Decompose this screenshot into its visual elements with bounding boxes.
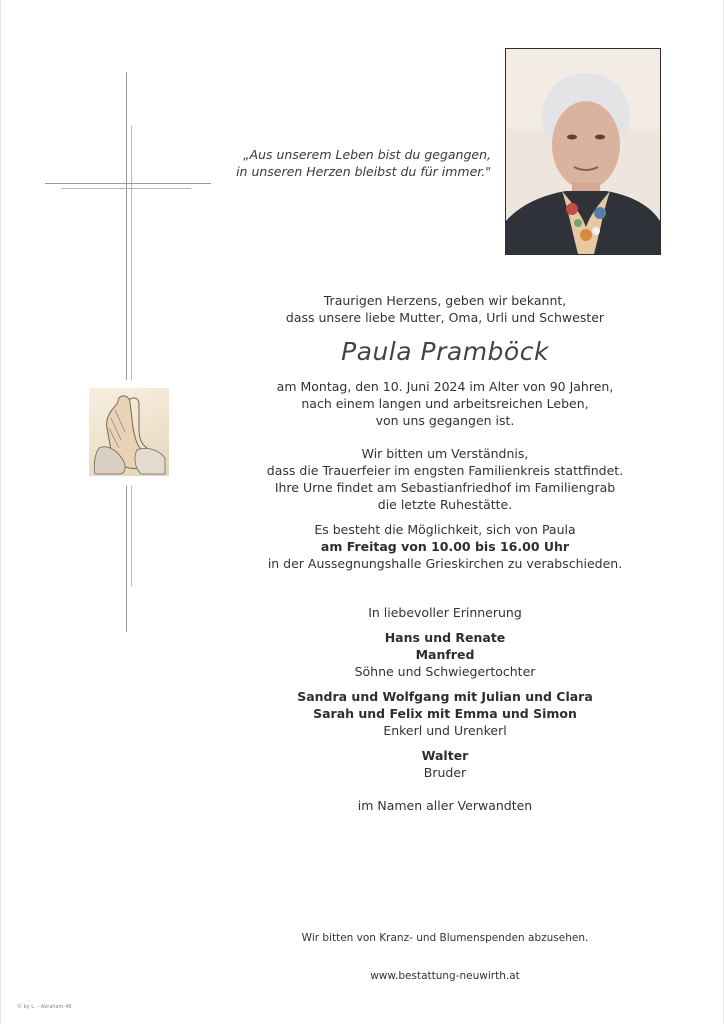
cross-vertical-line xyxy=(126,72,127,380)
intro-line: dass unsere liebe Mutter, Oma, Urli und Schwester xyxy=(285,310,605,325)
memorial-quote xyxy=(201,146,491,180)
intro-line: Traurigen Herzens, geben wir bekannt, xyxy=(323,293,567,308)
death-notice-line: am Montag, den 10. Juni 2024 im Alter von 90 Jahren, xyxy=(276,379,614,394)
closing-line: im Namen aller Verwandten xyxy=(357,798,533,813)
praying-hands-icon xyxy=(89,388,169,476)
funeral-info-line: Ihre Urne findet am Sebastianfriedhof im Familiengrab xyxy=(274,480,616,495)
quote-line: in unseren Herzen bleibst du für immer." xyxy=(236,164,491,179)
flower-donation-note: Wir bitten von Kranz- und Blumenspenden abzusehen. xyxy=(301,932,589,944)
funeral-info-line: dass die Trauerfeier im engsten Familienkreis stattfindet. xyxy=(266,463,624,478)
family-name: Sandra und Wolfgang mit Julian und Clara xyxy=(297,689,593,704)
portrait-photo xyxy=(505,48,661,255)
portrait-image xyxy=(506,49,660,254)
deceased-name: Paula Pramböck xyxy=(341,337,549,366)
funeral-info-line: die letzte Ruhestätte. xyxy=(377,497,513,512)
funeral-info-line: Wir bitten um Verständnis, xyxy=(361,446,529,461)
obituary-body xyxy=(251,292,639,814)
praying-hands-image xyxy=(89,388,169,476)
family-relation: Enkerl und Urenkerl xyxy=(383,723,507,738)
farewell-line: in der Aussegnungshalle Grieskirchen zu verabschieden. xyxy=(267,556,623,571)
cross-horizontal-line-inner xyxy=(61,188,191,189)
family-name: Walter xyxy=(421,748,469,763)
family-relation: Söhne und Schwiegertochter xyxy=(354,664,536,679)
farewell-time: am Freitag von 10.00 bis 16.00 Uhr xyxy=(320,539,570,554)
image-credit: © by L. - Abraham 48 xyxy=(17,1004,72,1010)
family-name: Sarah und Felix mit Emma und Simon xyxy=(313,706,577,721)
cross-horizontal-line xyxy=(45,183,211,184)
website-link[interactable]: www.bestattung-neuwirth.at xyxy=(370,970,520,982)
cross-vertical-line-inner xyxy=(131,126,132,380)
family-name: Manfred xyxy=(415,647,475,662)
cross-vertical-line-lower xyxy=(126,486,127,632)
quote-line: „Aus unserem Leben bist du gegangen, xyxy=(243,147,491,162)
family-relation: Bruder xyxy=(423,765,467,780)
death-notice-line: nach einem langen und arbeitsreichen Leben, xyxy=(301,396,589,411)
farewell-line: Es besteht die Möglichkeit, sich von Paula xyxy=(314,522,576,537)
cross-vertical-line-lower-inner xyxy=(131,486,132,586)
death-notice-line: von uns gegangen ist. xyxy=(375,413,515,428)
memory-heading: In liebevoller Erinnerung xyxy=(368,605,522,620)
family-name: Hans und Renate xyxy=(384,630,506,645)
